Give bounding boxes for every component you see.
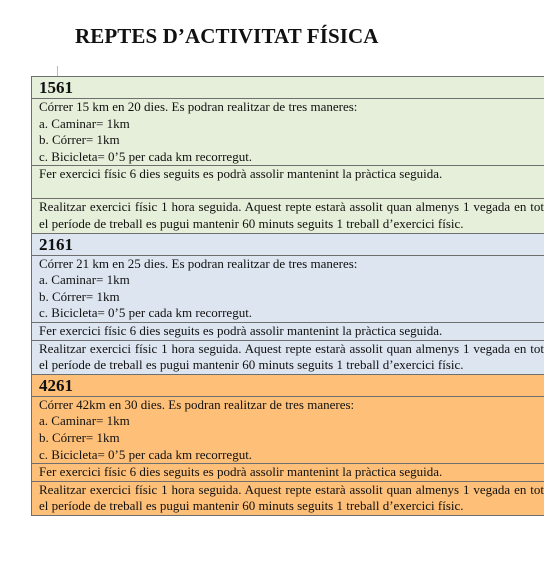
- group-1-consecutive-row: [32, 166, 544, 199]
- group-1-header-row: [32, 77, 544, 99]
- group-1-hour-row: [32, 199, 544, 233]
- margin-marker: [57, 66, 58, 76]
- option-run: b. Córrer= 1km: [39, 132, 120, 148]
- option-walk: a. Caminar= 1km: [39, 272, 130, 288]
- option-bike: c. Bicicleta= 0’5 per cada km recorregut.: [39, 148, 253, 164]
- group-2-distance-row: [32, 255, 544, 322]
- option-walk: a. Caminar= 1km: [39, 413, 130, 429]
- one-hour-challenge: Realitzar exercici físic 1 hora seguida. Aquest repte estarà assolit quan almenys 1 vegada en tot el període de treball es pugui mantenir 60 minuts seguits 1 treball d’exercici físic.: [32, 199, 544, 233]
- one-hour-challenge: Realitzar exercici físic 1 hora seguida. Aquest repte estarà assolit quan almenys 1 vegada en tot el període de treball es pugui mantenir 60 minuts seguits 1 treball d’exercici físic.: [32, 481, 544, 515]
- distance-challenge-cell: [32, 255, 544, 322]
- distance-intro: Córrer 21 km en 25 dies. Es podran realitzar de tres maneres:: [39, 255, 358, 271]
- distance-challenge-cell: [32, 396, 544, 463]
- distance-intro: Córrer 15 km en 20 dies. Es podran realitzar de tres maneres:: [39, 99, 358, 114]
- option-run: b. Córrer= 1km: [39, 429, 120, 445]
- distance-challenge-cell: [32, 99, 544, 166]
- option-run: b. Córrer= 1km: [39, 288, 120, 304]
- group-2-hour-row: [32, 340, 544, 374]
- group-code: 4261: [32, 374, 544, 396]
- challenges-table: [31, 76, 544, 516]
- consecutive-days-challenge: Fer exercici físic 6 dies seguits es podrà assolir mantenint la pràctica seguida.: [32, 322, 544, 340]
- one-hour-challenge: Realitzar exercici físic 1 hora seguida. Aquest repte estarà assolit quan almenys 1 vegada en tot el període de treball es pugui mantenir 60 minuts seguits 1 treball d’exercici físic.: [32, 340, 544, 374]
- group-1-distance-row: [32, 99, 544, 166]
- group-3-hour-row: [32, 481, 544, 515]
- consecutive-days-challenge: Fer exercici físic 6 dies seguits es podrà assolir mantenint la pràctica seguida.: [32, 166, 544, 199]
- group-2-consecutive-row: [32, 322, 544, 340]
- group-code: 1561: [32, 77, 544, 99]
- group-3-distance-row: [32, 396, 544, 463]
- consecutive-days-challenge: Fer exercici físic 6 dies seguits es podrà assolir mantenint la pràctica seguida.: [32, 464, 544, 482]
- option-bike: c. Bicicleta= 0’5 per cada km recorregut.: [39, 446, 253, 462]
- group-3-consecutive-row: [32, 464, 544, 482]
- distance-intro: Córrer 42km en 30 dies. Es podran realitzar de tres maneres:: [39, 396, 355, 412]
- option-bike: c. Bicicleta= 0’5 per cada km recorregut.: [39, 305, 253, 321]
- document-title: REPTES D’ACTIVITAT FÍSICA: [75, 24, 379, 48]
- option-walk: a. Caminar= 1km: [39, 115, 130, 131]
- group-2-header-row: [32, 233, 544, 255]
- group-code: 2161: [32, 233, 544, 255]
- group-3-header-row: [32, 374, 544, 396]
